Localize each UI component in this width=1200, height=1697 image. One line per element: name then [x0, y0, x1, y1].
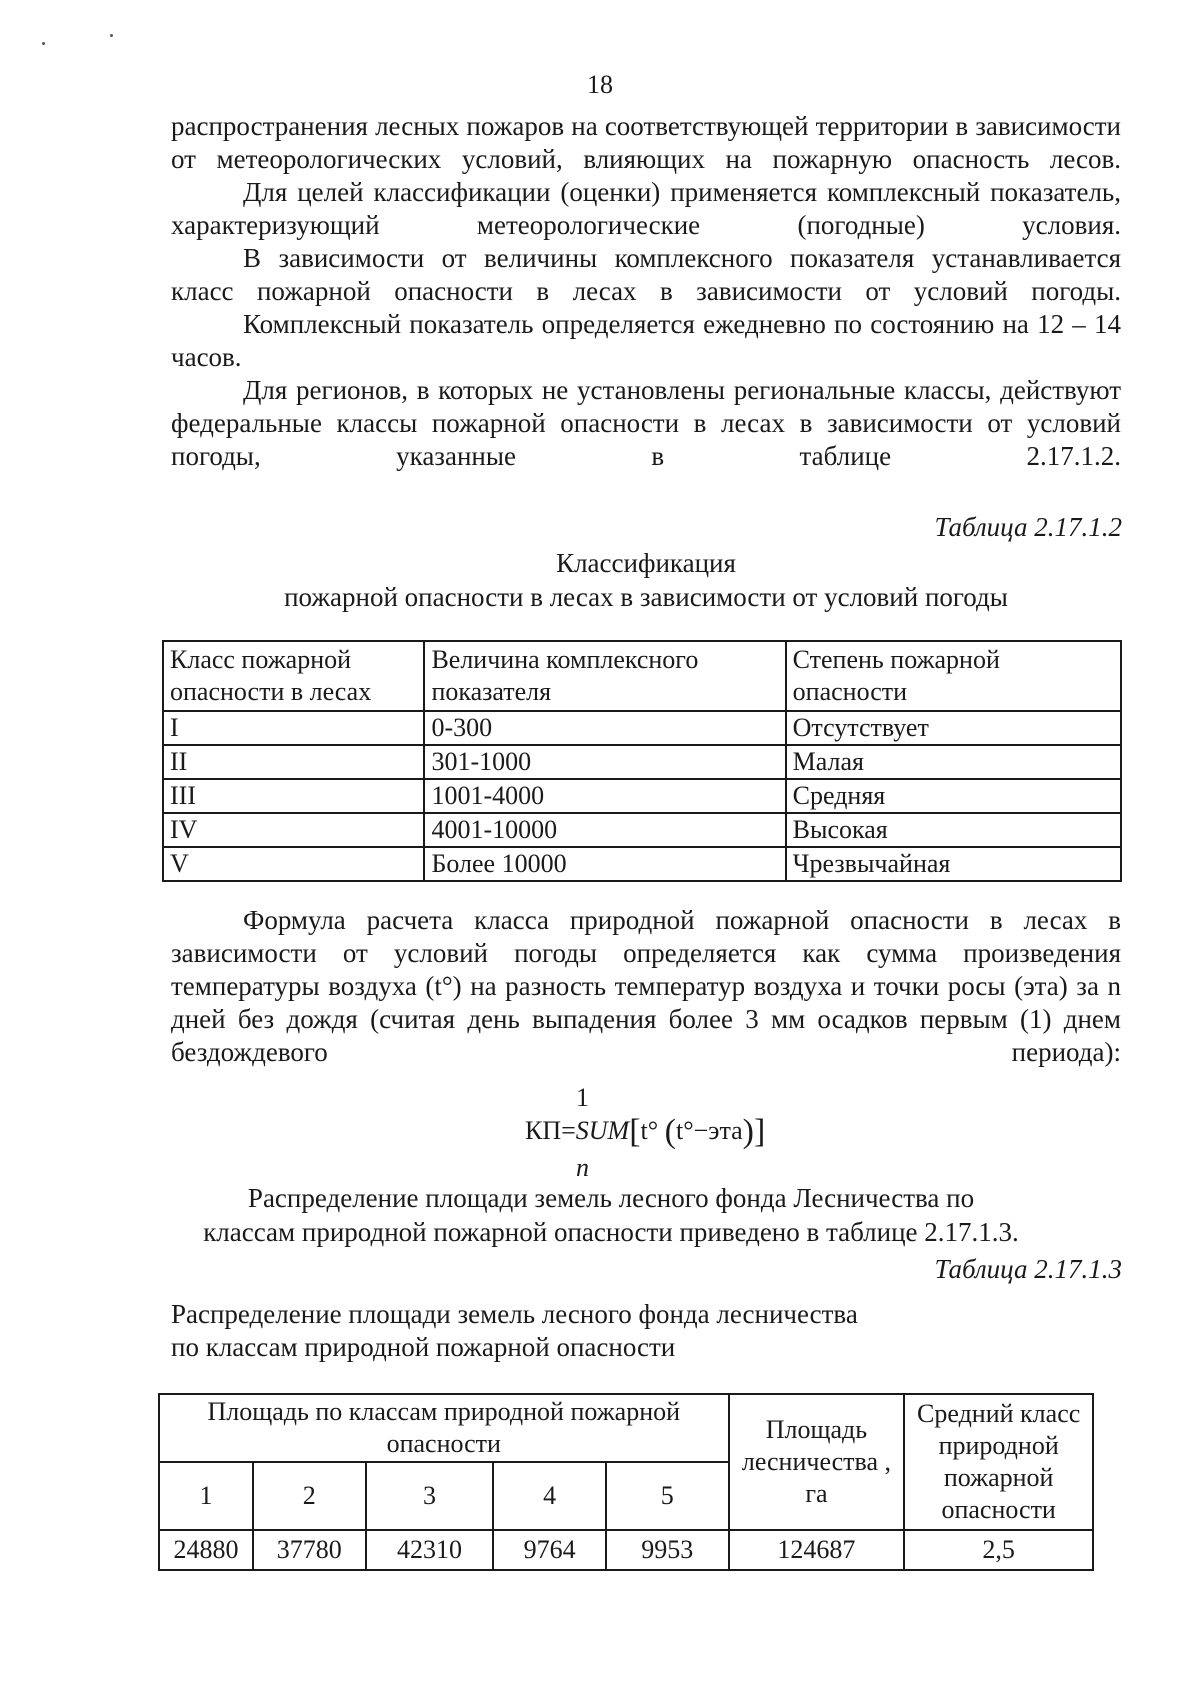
- table-row: [163, 745, 1121, 779]
- header-cell: Степень пожарной опасности: [786, 641, 1121, 711]
- formula-sum: SUM: [575, 1116, 630, 1145]
- paragraph: [171, 242, 1121, 308]
- scan-speck: [110, 34, 113, 37]
- paragraph: [171, 374, 1121, 473]
- value-cell: 24880: [159, 1530, 253, 1570]
- degree-cell: Чрезвычайная: [786, 847, 1121, 881]
- table-title-line: по классам природной пожарной опасности: [171, 1332, 676, 1362]
- bracket-close-icon: ]: [754, 1113, 766, 1150]
- value-cell: 9764: [493, 1530, 606, 1570]
- formula-description: [171, 904, 1121, 1069]
- distribution-note: [171, 1181, 1051, 1249]
- table-row: [163, 813, 1121, 847]
- group-header-cell: Площадь по классам природной пожарной опасности: [159, 1394, 729, 1462]
- class-cell: I: [163, 711, 424, 745]
- table-title-line: Классификация: [556, 548, 736, 578]
- paragraph-continuation: [171, 110, 1121, 176]
- paragraph-text: Формула расчета класса природной пожарной опасности в лесах в зависимости от условий погоды определяется как сумма произведения температуры воздуха (t°) на разность температур воздуха и точки росы (эта) за n дней без дождя (считая день выпадения более 3 мм осадков первым (1) днем бездождевого периода):: [171, 905, 1121, 1067]
- class-header-cell: 4: [493, 1462, 606, 1530]
- paragraph-text: Комплексный показатель определяется ежедневно по состоянию на 12 – 14 часов.: [171, 309, 1121, 372]
- formula-temperature: t°: [640, 1116, 659, 1145]
- paragraph-text: Для целей классификации (оценки) применяется комплексный показатель, характеризующий метеорологические (погодные) условия.: [171, 177, 1121, 240]
- class-header-cell: 2: [253, 1462, 366, 1530]
- paragraph-text: Для регионов, в которых не установлены региональные классы, действуют федеральные классы пожарной опасности в лесах в зависимости от условий погоды, указанные в таблице 2.17.1.2.: [171, 375, 1121, 471]
- table-label: Таблица 2.17.1.2: [934, 512, 1122, 542]
- paragraph-text: распространения лесных пожаров на соответствующей территории в зависимости от метеорологических условий, влияющих на пожарную опасность лесов.: [171, 111, 1121, 174]
- table-title: [171, 546, 1121, 614]
- index-cell: 301-1000: [424, 745, 785, 779]
- area-distribution-table: [158, 1393, 1094, 1571]
- page-number: 18: [587, 70, 613, 99]
- intro-text: [171, 110, 1121, 473]
- index-cell: 1001-4000: [424, 779, 785, 813]
- index-cell: 4001-10000: [424, 813, 785, 847]
- header-cell: Величина комплексного показателя: [424, 641, 785, 711]
- avg-class-header-cell: Средний класс природной пожарной опасности: [904, 1394, 1093, 1530]
- degree-cell: Средняя: [786, 779, 1121, 813]
- paren-open-icon: (: [664, 1113, 676, 1150]
- index-cell: Более 10000: [424, 847, 785, 881]
- avg-class-value-cell: 2,5: [904, 1530, 1093, 1570]
- table-row: [163, 711, 1121, 745]
- table2-title: [171, 1298, 1121, 1364]
- table-row: [159, 1530, 1093, 1570]
- note-line: Распределение площади земель лесного фонда Лесничества по: [247, 1183, 975, 1213]
- formula-difference: t°−эта: [676, 1116, 743, 1145]
- formula-lhs: КП=: [525, 1116, 576, 1145]
- paragraph-text: В зависимости от величины комплексного показателя устанавливается класс пожарной опасности в лесах в зависимости от условий погоды.: [171, 243, 1121, 306]
- class-header-cell: 5: [606, 1462, 729, 1530]
- area-value-cell: 124687: [729, 1530, 905, 1570]
- table-row: [163, 847, 1121, 881]
- index-cell: 0-300: [424, 711, 785, 745]
- formula-lower-limit: n: [576, 1153, 589, 1182]
- value-cell: 37780: [253, 1530, 366, 1570]
- class-cell: IV: [163, 813, 424, 847]
- table-label: Таблица 2.17.1.3: [934, 1254, 1122, 1284]
- bracket-open-icon: [: [629, 1113, 641, 1150]
- paragraph: [171, 904, 1121, 1069]
- table-title-line: Распределение площади земель лесного фонда лесничества: [171, 1299, 858, 1329]
- class-cell: III: [163, 779, 424, 813]
- table-header-row: [159, 1394, 1093, 1462]
- note-line: классам природной пожарной опасности приведено в таблице 2.17.1.3.: [203, 1217, 1019, 1247]
- class-cell: II: [163, 745, 424, 779]
- fire-danger-classification-table: [162, 640, 1122, 882]
- table-row: [163, 779, 1121, 813]
- class-cell: V: [163, 847, 424, 881]
- paragraph: [171, 308, 1121, 374]
- degree-cell: Отсутствует: [786, 711, 1121, 745]
- paren-close-icon: ): [742, 1113, 754, 1150]
- area-header-cell: Площадь лесничества , га: [729, 1394, 905, 1530]
- scan-speck: [42, 42, 45, 45]
- header-cell: Класс пожарной опасности в лесах: [163, 641, 424, 711]
- value-cell: 42310: [366, 1530, 494, 1570]
- formula-upper-limit: 1: [576, 1083, 589, 1112]
- table-title-line: пожарной опасности в лесах в зависимости от условий погоды: [284, 582, 1008, 612]
- class-header-cell: 1: [159, 1462, 253, 1530]
- degree-cell: Малая: [786, 745, 1121, 779]
- paragraph: [171, 176, 1121, 242]
- value-cell: 9953: [606, 1530, 729, 1570]
- formula-expression: [525, 1113, 765, 1151]
- table-header-row: [163, 641, 1121, 711]
- degree-cell: Высокая: [786, 813, 1121, 847]
- class-header-cell: 3: [366, 1462, 494, 1530]
